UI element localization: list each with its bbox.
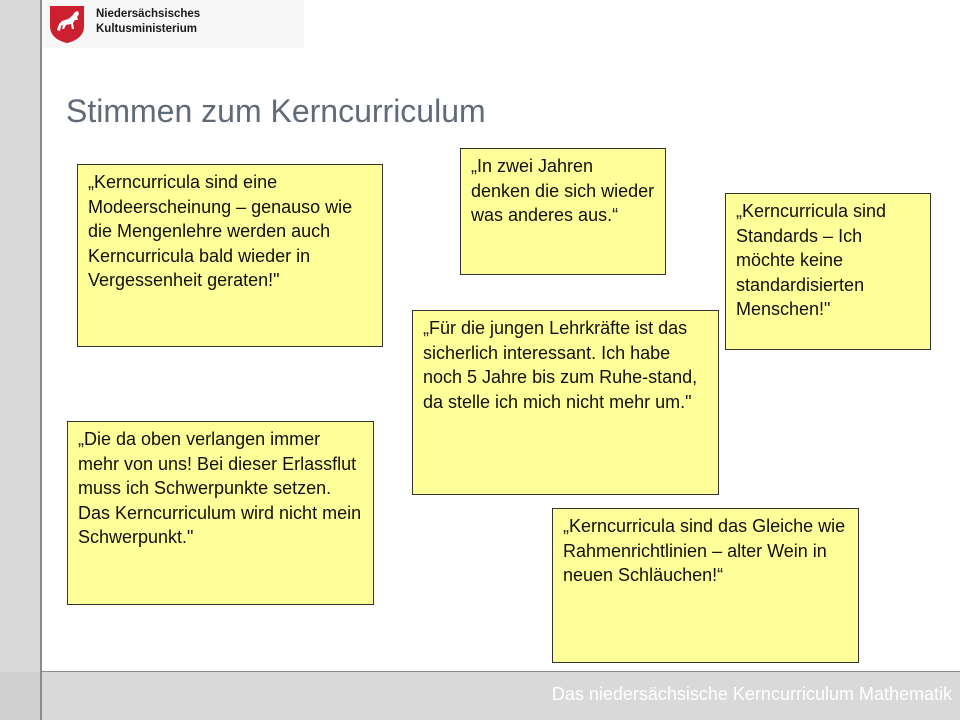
left-margin-band [0,0,40,720]
ministry-name [96,7,200,37]
left-margin-line [40,0,42,720]
ministry-name-line2: Kultusministerium [96,23,197,35]
ministry-name-line1: Niedersächsisches [96,8,201,20]
quote-box-junge-lehrkraefte: „Für die jungen Lehrkräfte ist das sicherlich interessant. Ich habe noch 5 Jahre bis zum Ruhe-stand, da stelle ich mich nicht mehr um." [412,310,719,495]
slide-title: Stimmen zum Kerncurriculum [66,93,486,129]
lower-saxony-horse-crest-icon [48,4,86,44]
quote-box-zwei-jahren: „In zwei Jahren denken die sich wieder was anderes aus.“ [460,148,666,275]
quote-box-erlassflut: „Die da oben verlangen immer mehr von uns! Bei dieser Erlassflut muss ich Schwerpunkte setzen. Das Kerncurriculum wird nicht mein Schwerpunkt." [67,421,374,605]
quote-box-modeerscheinung: „Kerncurricula sind eine Modeerscheinung – genauso wie die Mengenlehre werden auch Kerncurricula bald wieder in Vergessenheit geraten!" [77,164,383,347]
footer-text: Das niedersächsische Kerncurriculum Mathematik [551,684,952,704]
footer-corner-line [40,672,42,720]
quote-box-rahmenrichtlinien: „Kerncurricula sind das Gleiche wie Rahmenrichtlinien – alter Wein in neuen Schläuchen!“ [552,508,859,663]
footer-corner [0,672,40,720]
quote-box-standards: „Kerncurricula sind Standards – Ich möchte keine standardisierten Menschen!" [725,193,931,350]
